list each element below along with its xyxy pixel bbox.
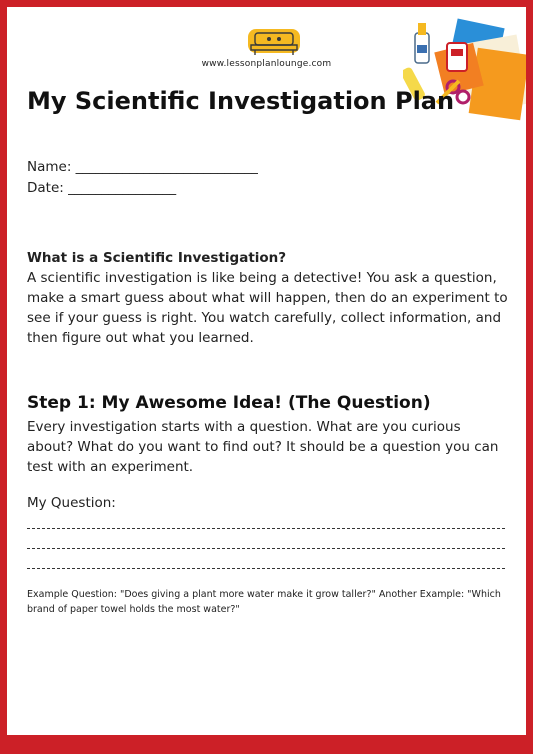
answer-line xyxy=(27,548,505,549)
step1-body: Every investigation starts with a question. What are you curious about? What do you want to find out? It should be a question you can test with an experiment. xyxy=(27,419,499,475)
example-question: Example Question: "Does giving a plant more water make it grow taller?" Another Example: "Which brand of paper towel holds the most water?" xyxy=(27,589,501,615)
intro-body: A scientific investigation is like being a detective! You ask a question, make a smart guess about what will happen, then do an experiment to see if your guess is right. You watch carefully, collect information, and then figure out what you learned. xyxy=(27,270,508,346)
step1-heading: Step 1: My Awesome Idea! (The Question) xyxy=(27,393,431,413)
intro-section xyxy=(27,248,509,348)
answer-line xyxy=(27,528,505,529)
question-prompt: My Question: xyxy=(27,495,116,511)
site-url[interactable]: www.lessonplanlounge.com xyxy=(201,59,332,69)
name-field: Name: ___________________________ xyxy=(27,159,258,175)
date-field: Date: ________________ xyxy=(27,180,177,196)
couch-logo-icon xyxy=(245,25,303,59)
page-title: My Scientific Investigation Plan xyxy=(27,87,455,115)
worksheet-page xyxy=(7,7,526,735)
intro-heading: What is a Scientific Investigation? xyxy=(27,250,287,266)
answer-line xyxy=(27,568,505,569)
